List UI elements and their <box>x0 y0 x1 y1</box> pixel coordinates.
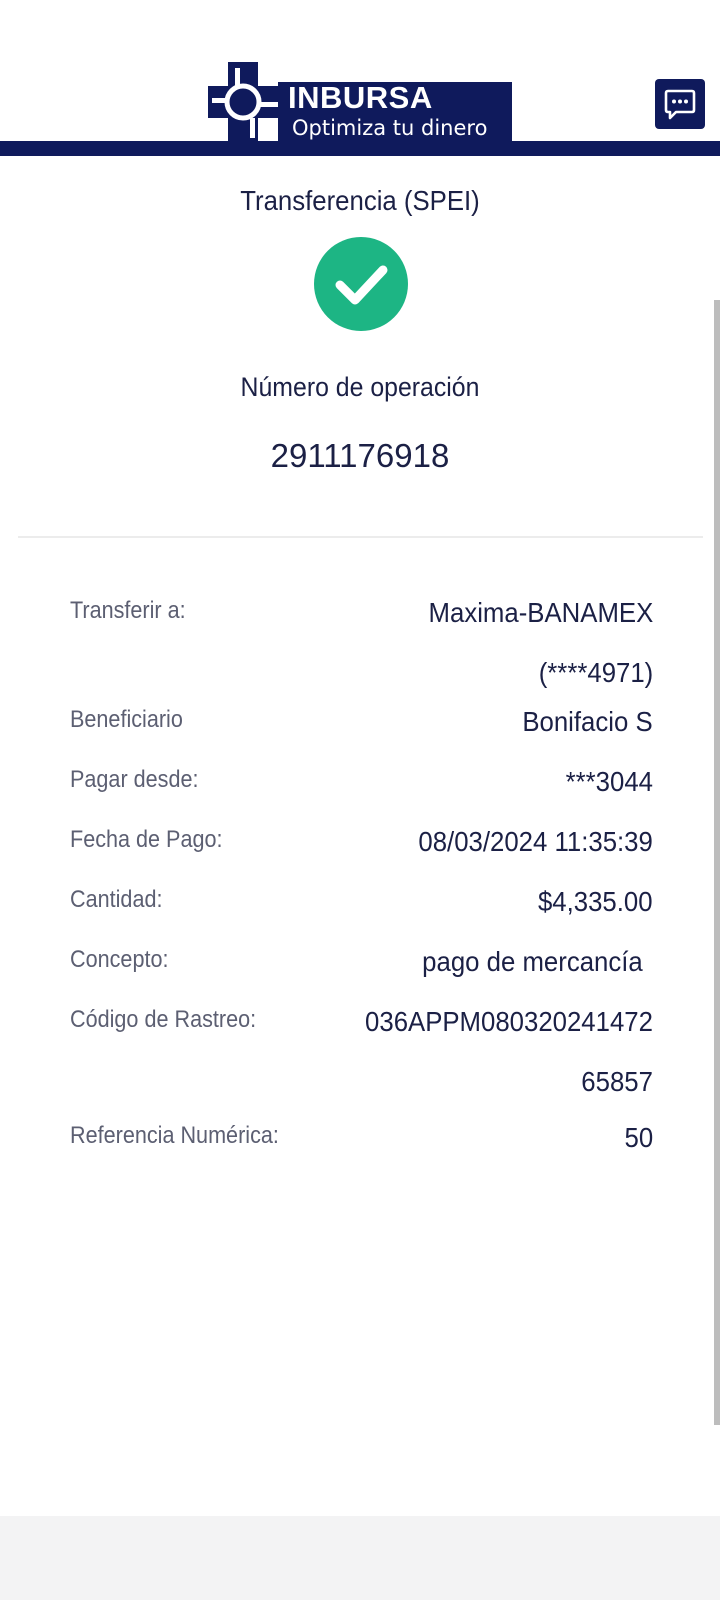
destination-account-name: Maxima-BANAMEX <box>428 597 653 628</box>
tracking-code-line-1: 036APPM080320241472 <box>365 1006 653 1037</box>
detail-label: Fecha de Pago: <box>70 826 223 853</box>
detail-label: Pagar desde: <box>70 766 199 793</box>
detail-value: ***3044 <box>565 766 653 797</box>
destination-account-number: (****4971) <box>538 657 653 688</box>
detail-payment-date <box>70 824 653 864</box>
chat-bubble-icon <box>663 87 697 121</box>
detail-transfer-to <box>70 595 653 705</box>
detail-pay-from <box>70 764 653 804</box>
app-header <box>0 0 720 156</box>
check-circle-icon <box>314 237 408 331</box>
detail-amount <box>70 884 653 924</box>
detail-numeric-reference <box>70 1120 653 1160</box>
detail-value <box>365 992 653 1112</box>
section-divider <box>18 536 703 538</box>
detail-label: Transferir a: <box>70 597 186 624</box>
detail-label: Código de Rastreo: <box>70 1006 257 1033</box>
tracking-code-line-2: 65857 <box>581 1066 653 1097</box>
inbursa-logo <box>208 62 512 144</box>
detail-value <box>428 583 653 703</box>
inbursa-cross-icon <box>208 62 286 144</box>
brand-name: INBURSA <box>288 80 433 115</box>
chat-button[interactable] <box>655 79 705 129</box>
detail-value: 50 <box>624 1122 653 1153</box>
detail-label: Referencia Numérica: <box>70 1122 279 1149</box>
brand-tagline: Optimiza tu dinero <box>292 116 488 140</box>
bottom-area <box>0 1516 720 1600</box>
detail-label: Cantidad: <box>70 886 163 913</box>
brand-bar <box>0 141 720 156</box>
detail-value: Bonifacio S <box>522 706 653 737</box>
detail-label: Concepto: <box>70 946 169 973</box>
detail-value: pago de mercancía <box>422 946 643 977</box>
detail-tracking-code <box>70 1004 653 1104</box>
transfer-title: Transferencia (SPEI) <box>240 185 480 216</box>
operation-number-label: Número de operación <box>240 372 480 402</box>
operation-number: 2911176918 <box>270 437 450 474</box>
detail-value: 08/03/2024 11:35:39 <box>418 826 653 857</box>
detail-beneficiary <box>70 704 653 744</box>
detail-value: $4,335.00 <box>538 886 653 917</box>
detail-concept <box>70 944 653 984</box>
detail-label: Beneficiario <box>70 706 183 733</box>
